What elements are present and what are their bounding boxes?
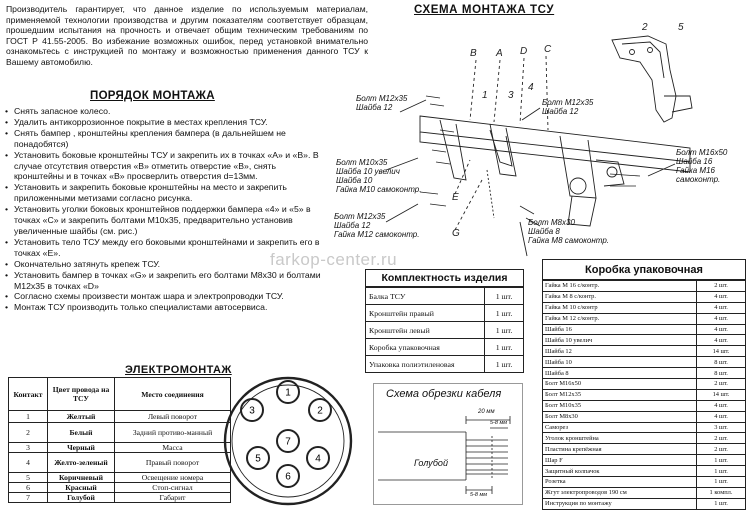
socket-pin-label: 7 bbox=[285, 436, 291, 448]
order-step: • Согласно схемы произвести монтаж шара и электропроводки ТСУ. bbox=[4, 291, 328, 302]
order-step: • Установить и закрепить боковые кронштейны на место и закрепить приложенными метизами согласно рисунка. bbox=[4, 182, 328, 204]
callout-3: Болт М10х35 Шайба 10 увелич Шайба 10 Гайка М10 самоконтр. bbox=[336, 158, 422, 194]
cable-dim-bottom: 5-8 мм bbox=[470, 492, 488, 498]
table-row: 5 Коричневый Освещение номера bbox=[9, 473, 231, 483]
scheme-title: СХЕМА МОНТАЖА ТСУ bbox=[414, 4, 555, 16]
scheme-number-4: 4 bbox=[528, 82, 534, 93]
table-row: Гайка М 12 с/контр. 4 шт. bbox=[543, 313, 745, 324]
col-header-pin: Контакт bbox=[9, 378, 48, 411]
scheme-number-3: 3 bbox=[508, 90, 514, 101]
socket-pin-label: 5 bbox=[255, 453, 261, 465]
table-row: 4 Желто-зеленый Правый поворот bbox=[9, 453, 231, 473]
table-row: Инструкция по монтажу 1 шт. bbox=[543, 498, 745, 508]
box-contents-table bbox=[542, 259, 746, 510]
cable-dim-inner: 5-8 мм bbox=[490, 420, 508, 426]
callout-4: Болт М16х50 Шайба 16 Гайка М16 самоконтр. bbox=[676, 148, 728, 184]
callout-5: Болт М12х35 Шайба 12 Гайка М12 самоконтр. bbox=[334, 212, 420, 239]
table-row: Уголок кронштейна 2 шт. bbox=[543, 433, 745, 444]
table-row: Гайка М 8 с/контр. 4 шт. bbox=[543, 291, 745, 302]
scheme-letter-e: E bbox=[452, 192, 459, 203]
scheme-number-5: 5 bbox=[678, 22, 684, 33]
table-row: Болт М16х50 2 шт. bbox=[543, 379, 745, 390]
table-row: 1 Желтый Левый поворот bbox=[9, 411, 231, 423]
table-row: Шайба 10 увелич 4 шт. bbox=[543, 335, 745, 346]
scheme-number-1: 1 bbox=[482, 90, 488, 101]
table-row: 2 Белый Задний противо-манный bbox=[9, 423, 231, 443]
table-row: Защитный колпачок 1 шт. bbox=[543, 466, 745, 477]
box-title: Коробка упаковочная bbox=[543, 260, 745, 280]
table-row: Болт М12х35 14 шт. bbox=[543, 389, 745, 400]
col-header-color: Цвет провода на ТСУ bbox=[48, 378, 115, 411]
table-row: 6 Красный Стоп-сигнал bbox=[9, 483, 231, 493]
table-row: Шайба 8 8 шт. bbox=[543, 368, 745, 379]
order-step: • Монтаж ТСУ производить только специалистами автосервиса. bbox=[4, 302, 328, 313]
wiring-table bbox=[8, 377, 231, 503]
scheme-letter-a: A bbox=[496, 48, 503, 59]
table-row: Коробка упаковочная 1 шт. bbox=[366, 339, 523, 356]
order-title: ПОРЯДОК МОНТАЖА bbox=[90, 90, 215, 102]
completeness-table bbox=[365, 269, 524, 373]
cable-wire-label: Голубой bbox=[414, 458, 448, 468]
table-row: Гайка М 16 с/контр. 2 шт. bbox=[543, 281, 745, 292]
scheme-letter-b: B bbox=[470, 48, 477, 59]
table-row: Балка ТСУ 1 шт. bbox=[366, 288, 523, 305]
cable-drawing bbox=[374, 384, 522, 504]
table-row: Жгут электропроводов 190 см 1 компл. bbox=[543, 487, 745, 498]
order-step: • Снять запасное колесо. bbox=[4, 106, 328, 117]
table-row: Шайба 16 4 шт. bbox=[543, 324, 745, 335]
table-row: Кронштейн левый 1 шт. bbox=[366, 322, 523, 339]
order-step: • Установить боковые кронштейны ТСУ и закрепить их в точках «А» и «В». В случае отсутствия отверстия «В» отметить отверстие «В», снять кронштейны и в точках «В» просверлить отверстия d=13мм. bbox=[4, 150, 328, 183]
table-row: Болт М8х30 4 шт. bbox=[543, 411, 745, 422]
scheme-number-2: 2 bbox=[642, 22, 648, 33]
scheme-letter-d: D bbox=[520, 46, 528, 57]
callout-6: Болт М8х30 Шайба 8 Гайка М8 самоконтр. bbox=[528, 218, 610, 245]
order-step: • Снять бампер , кронштейны крепления бампера (в дальнейшем не понадобятся) bbox=[4, 128, 328, 150]
socket-pin-label: 2 bbox=[317, 405, 323, 417]
intro-text: Производитель гарантирует, что данное изделие по используемым материалам, применяемой технологии производства и другим показателям соответствует образцам, прошедшим испытания на прочность и отвечает общим техническим требованиям по ГОСТ Р 41.55-2005. Во избежание возможных ошибок, перед установкой внимательно ознакомьтесь с инструкцией по монтажу и возможностью применения данного ТСУ к Вашему автомобилю. bbox=[6, 4, 368, 67]
order-step: • Окончательно затянуть крепеж ТСУ. bbox=[4, 259, 328, 270]
completeness-title: Комплектность изделия bbox=[366, 270, 523, 287]
socket-pin-label: 1 bbox=[285, 387, 291, 399]
scheme-letter-c: C bbox=[544, 44, 552, 55]
table-row: Болт М10х35 4 шт. bbox=[543, 400, 745, 411]
socket-pin-label: 3 bbox=[249, 405, 255, 417]
table-row: Пластина крепёжная 2 шт. bbox=[543, 444, 745, 455]
table-row: 7 Голубой Габарит bbox=[9, 493, 231, 503]
col-header-place: Место соединения bbox=[115, 378, 231, 411]
table-row: Упаковка полиэтиленовая 1 шт. bbox=[366, 356, 523, 373]
callout-2: Болт М12х35 Шайба 12 bbox=[542, 98, 594, 116]
scheme-letter-g: G bbox=[452, 228, 460, 239]
socket-pin-label: 4 bbox=[315, 453, 321, 465]
table-row: Гайка М 10 с/контр 4 шт. bbox=[543, 302, 745, 313]
table-row: Шайба 10 8 шт. bbox=[543, 357, 745, 368]
callout-1: Болт М12х35 Шайба 12 bbox=[356, 94, 408, 112]
cable-title: Схема обрезки кабеля bbox=[386, 388, 502, 400]
table-row: Розетка 1 шт. bbox=[543, 477, 745, 488]
socket-pin-label: 6 bbox=[285, 471, 291, 483]
watermark: farkop-center.ru bbox=[270, 250, 398, 269]
cable-dim-top: 20 мм bbox=[478, 409, 495, 415]
table-row: Кронштейн правый 1 шт. bbox=[366, 305, 523, 322]
table-row: Шайба 12 14 шт. bbox=[543, 346, 745, 357]
table-row: 3 Черный Масса bbox=[9, 443, 231, 453]
table-row: Саморез 3 шт. bbox=[543, 422, 745, 433]
order-step: • Установить бампер в точках «G» и закрепить его болтами М8х30 и болтами М12х35 в точках «D» bbox=[4, 270, 328, 292]
cable-cut-scheme bbox=[373, 383, 523, 505]
electric-title: ЭЛЕКТРОМОНТАЖ bbox=[125, 364, 232, 376]
table-row: Шар F 1 шт. bbox=[543, 455, 745, 466]
order-step: • Установить уголки боковых кронштейнов поддержки бампера «4» и «5» в точках «С» и закрепить болтами М10х35, предварительно установив увеличенные шайбы (см. рис.) bbox=[4, 204, 328, 237]
order-step: • Установить тело ТСУ между его боковыми кронштейнами и закрепить его в точках «Е». bbox=[4, 237, 328, 259]
order-step: • Удалить антикоррозионное покрытие в местах крепления ТСУ. bbox=[4, 117, 328, 128]
table-header-row bbox=[9, 378, 231, 411]
